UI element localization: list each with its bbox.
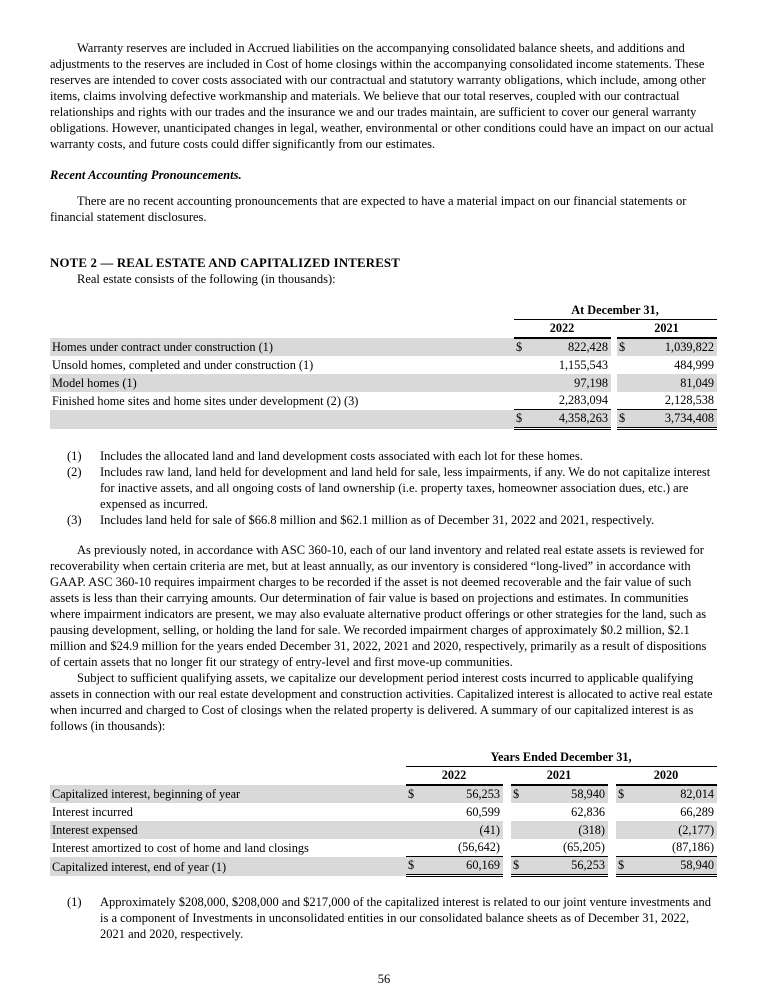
dollar-sign xyxy=(514,356,536,374)
footnote xyxy=(50,512,717,528)
dollar-sign xyxy=(406,821,426,839)
amount: (87,186) xyxy=(636,839,717,857)
amount: 60,599 xyxy=(466,804,500,819)
year-header-2022: 2022 xyxy=(406,766,503,785)
footnote xyxy=(50,894,717,942)
row-label: Model homes (1) xyxy=(50,374,514,392)
dollar-sign xyxy=(511,821,531,839)
footnote-text: Includes raw land, land held for development and land held for sale, less impairments, if any. We do not capitalize interest for inactive assets, and all ongoing costs of land ownership (i.e. property taxes, homeowner association dues, etc.) are expensed as incurred. xyxy=(100,465,711,511)
amount: 2,128,538 xyxy=(639,392,717,410)
amount: (56,642) xyxy=(426,839,503,857)
recent-pronouncements-heading: Recent Accounting Pronouncements. xyxy=(50,168,242,182)
row-label: Capitalized interest, end of year (1) xyxy=(50,857,406,876)
amount: 1,155,543 xyxy=(558,357,608,372)
dollar-sign: $ xyxy=(617,338,639,356)
dollar-sign xyxy=(617,392,639,410)
note2-heading: NOTE 2 — REAL ESTATE AND CAPITALIZED INTEREST xyxy=(50,256,400,270)
amount: 66,289 xyxy=(680,804,715,819)
dollar-sign xyxy=(617,356,639,374)
year-header-2021: 2021 xyxy=(617,319,717,338)
table-row xyxy=(50,839,717,857)
row-label: Interest amortized to cost of home and land closings xyxy=(52,840,309,855)
period-header-row xyxy=(50,301,717,319)
amount: (2,177) xyxy=(636,821,717,839)
recent-pronouncements-paragraph: There are no recent accounting pronouncements that are expected to have a material impact on our financial statements or financial statement disclosures. xyxy=(50,194,687,224)
year-header-2021: 2021 xyxy=(511,766,608,785)
footnote-text: Includes land held for sale of $66.8 million and $62.1 million as of December 31, 2022 and 2021, respectively. xyxy=(100,513,655,527)
real-estate-footnotes xyxy=(50,448,717,528)
table-row xyxy=(50,374,717,392)
real-estate-table xyxy=(50,301,717,430)
amount: 1,039,822 xyxy=(639,338,717,356)
amount: 81,049 xyxy=(639,374,717,392)
dollar-sign: $ xyxy=(617,410,639,429)
amount: 97,198 xyxy=(536,374,611,392)
amount: 82,014 xyxy=(636,785,717,803)
capitalized-interest-table xyxy=(50,748,717,877)
row-label: Finished home sites and home sites under development (2) (3) xyxy=(52,393,359,408)
row-label: Interest expensed xyxy=(50,821,406,839)
footnote-text: Approximately $208,000, $208,000 and $217,000 of the capitalized interest is related to our joint venture investments and is a component of Investments in unconsolidated entities in our consolidated balance sheets as of December 31, 2022, 2021 and 2020, respectively. xyxy=(100,895,711,941)
table-row xyxy=(50,392,717,410)
capitalized-interest-footnotes xyxy=(50,894,717,942)
dollar-sign xyxy=(616,803,636,821)
dollar-sign: $ xyxy=(511,785,531,803)
amount: 62,836 xyxy=(571,804,605,819)
dollar-sign xyxy=(406,839,426,857)
table-row xyxy=(50,356,717,374)
table-row xyxy=(50,338,717,356)
period-header: At December 31, xyxy=(514,301,717,319)
table-row xyxy=(50,803,717,821)
footnote xyxy=(50,448,717,464)
dollar-sign xyxy=(406,803,426,821)
footnote-marker: (2) xyxy=(67,465,82,479)
dollar-sign: $ xyxy=(406,857,426,876)
year-header-2022: 2022 xyxy=(514,319,611,338)
dollar-sign xyxy=(616,821,636,839)
period-header: Years Ended December 31, xyxy=(406,748,717,766)
warranty-paragraph: Warranty reserves are included in Accrued liabilities on the accompanying consolidated balance sheets, and additions and adjustments to the reserves are included in Cost of home closings within the accompanying consolidated income statements. These reserves are intended to cover costs associated with our contractual and statutory warranty obligations, which include, among other items, claims involving defective workmanship and materials. We believe that our total reserves, coupled with our contractual relationships and rights with our trades and the insurance we and our trades maintain, are sufficient to cover our general warranty obligations. However, unanticipated changes in legal, weather, environmental or other conditions could have an impact on our actual warranty costs, and future costs could differ significantly from our estimates. xyxy=(50,41,714,151)
real-estate-intro: Real estate consists of the following (in thousands): xyxy=(77,272,336,286)
page-number: 56 xyxy=(377,972,391,986)
footnote-text: Includes the allocated land and land development costs associated with each lot for these homes. xyxy=(100,449,583,463)
period-header-row xyxy=(50,748,717,766)
dollar-sign: $ xyxy=(511,857,531,876)
year-header-row xyxy=(50,766,717,785)
year-header-2020: 2020 xyxy=(616,766,717,785)
total-amount: 56,253 xyxy=(531,857,608,876)
footnote-marker: (1) xyxy=(67,449,82,463)
total-row xyxy=(50,410,717,429)
amount: 2,283,094 xyxy=(536,392,611,410)
dollar-sign: $ xyxy=(514,410,536,429)
dollar-sign xyxy=(616,839,636,857)
dollar-sign xyxy=(511,803,531,821)
row-label: Unsold homes, completed and under construction (1) xyxy=(52,357,314,372)
amount: (41) xyxy=(426,821,503,839)
dollar-sign xyxy=(514,392,536,410)
total-amount: 4,358,263 xyxy=(536,410,611,429)
row-label: Interest incurred xyxy=(52,804,133,819)
dollar-sign: $ xyxy=(514,338,536,356)
amount: 56,253 xyxy=(426,785,503,803)
capitalized-interest-paragraph: Subject to sufficient qualifying assets, we capitalize our development period interest costs incurred to applicable qualifying assets in connection with our real estate development and construction activities. Capitalized interest is allocated to active real estate when incurred and charged to Cost of closings when the related property is delivered. A summary of our capitalized interest is as follows (in thousands): xyxy=(50,671,713,733)
asc-impairment-paragraph: As previously noted, in accordance with ASC 360-10, each of our land inventory and related real estate assets is reviewed for recoverability when certain criteria are met, but at least annually, as our inventory is considered “long-lived” in accordance with GAAP. ASC 360-10 requires impairment charges to be recorded if the asset is not deemed recoverable and the fair value of such assets is less than their carrying amounts. Our determination of fair value is based on projections and estimates. In communities where impairment indicators are present, we may also evaluate alternative product offerings or other strategies for the land, such as pausing development, selling, or holding the land for sale. We recorded impairment charges of approximately $0.2 million, $2.1 million and $24.9 million for the years ended December 31, 2022, 2021 and 2020, respectively, primarily as a result of dispositions of certain assets that no longer fit our strategy of entry-level and first move-up communities. xyxy=(50,543,707,669)
dollar-sign xyxy=(514,374,536,392)
amount: 822,428 xyxy=(536,338,611,356)
footnote-marker: (1) xyxy=(67,895,82,909)
dollar-sign: $ xyxy=(616,857,636,876)
footnote xyxy=(50,464,717,512)
total-row xyxy=(50,857,717,876)
total-amount: 60,169 xyxy=(426,857,503,876)
footnote-marker: (3) xyxy=(67,513,82,527)
amount: (318) xyxy=(531,821,608,839)
dollar-sign xyxy=(617,374,639,392)
dollar-sign: $ xyxy=(406,785,426,803)
row-label: Capitalized interest, beginning of year xyxy=(50,785,406,803)
dollar-sign: $ xyxy=(616,785,636,803)
dollar-sign xyxy=(511,839,531,857)
amount: 58,940 xyxy=(531,785,608,803)
total-amount: 3,734,408 xyxy=(639,410,717,429)
total-amount: 58,940 xyxy=(636,857,717,876)
table-row xyxy=(50,821,717,839)
amount: (65,205) xyxy=(531,839,608,857)
table-row xyxy=(50,785,717,803)
year-header-row xyxy=(50,319,717,338)
row-label: Homes under contract under construction (1) xyxy=(50,338,514,356)
amount: 484,999 xyxy=(674,357,715,372)
